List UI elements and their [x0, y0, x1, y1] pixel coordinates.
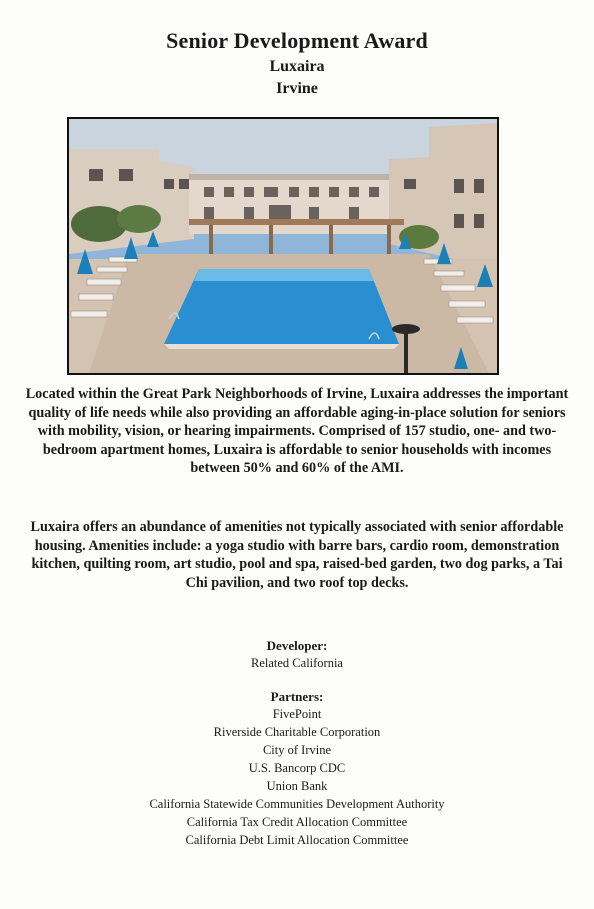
developer-list [0, 654, 594, 672]
photo-lamp-post [404, 329, 408, 373]
partner-name: City of Irvine [262, 743, 332, 757]
partners-list [0, 705, 594, 849]
courtyard-pool-icon [69, 119, 497, 373]
partners-heading: Partners: [270, 689, 324, 704]
photo-pergola [189, 219, 404, 225]
partner-name: California Tax Credit Allocation Committee [186, 815, 408, 829]
description-paragraph-1: Located within the Great Park Neighborhoods of Irvine, Luxaira addresses the important quality of life needs while also providing an affordable aging-in-place solution for seniors with mobility, vision, or hearing impairments. Comprised of 157 studio, one- and two-bedroom apartment homes, Luxaira is affordable to senior households with incomes between 50% and 60% of the AMI. [25, 386, 569, 476]
partner-name: U.S. Bancorp CDC [248, 761, 346, 775]
partner-name: California Statewide Communities Development Authority [149, 797, 445, 811]
partner-name: FivePoint [272, 707, 322, 721]
project-name: Luxaira [269, 58, 325, 75]
developer-name: Related California [251, 656, 343, 670]
award-title: Senior Development Award [166, 28, 428, 53]
partner-name: Union Bank [266, 779, 328, 793]
developer-heading: Developer: [266, 638, 328, 653]
project-city: Irvine [276, 80, 318, 97]
partner-name: California Debt Limit Allocation Committee [185, 833, 409, 847]
project-photo [67, 117, 499, 375]
partner-name: Riverside Charitable Corporation [213, 725, 381, 739]
description-paragraph-2: Luxaira offers an abundance of amenities not typically associated with senior affordable housing. Amenities include: a yoga studio with barre bars, cardio room, demonstration kitchen, quilting room, art studio, pool and spa, raised-bed garden, two dog parks, a Tai Chi pavilion, and two roof top decks. [30, 519, 564, 591]
